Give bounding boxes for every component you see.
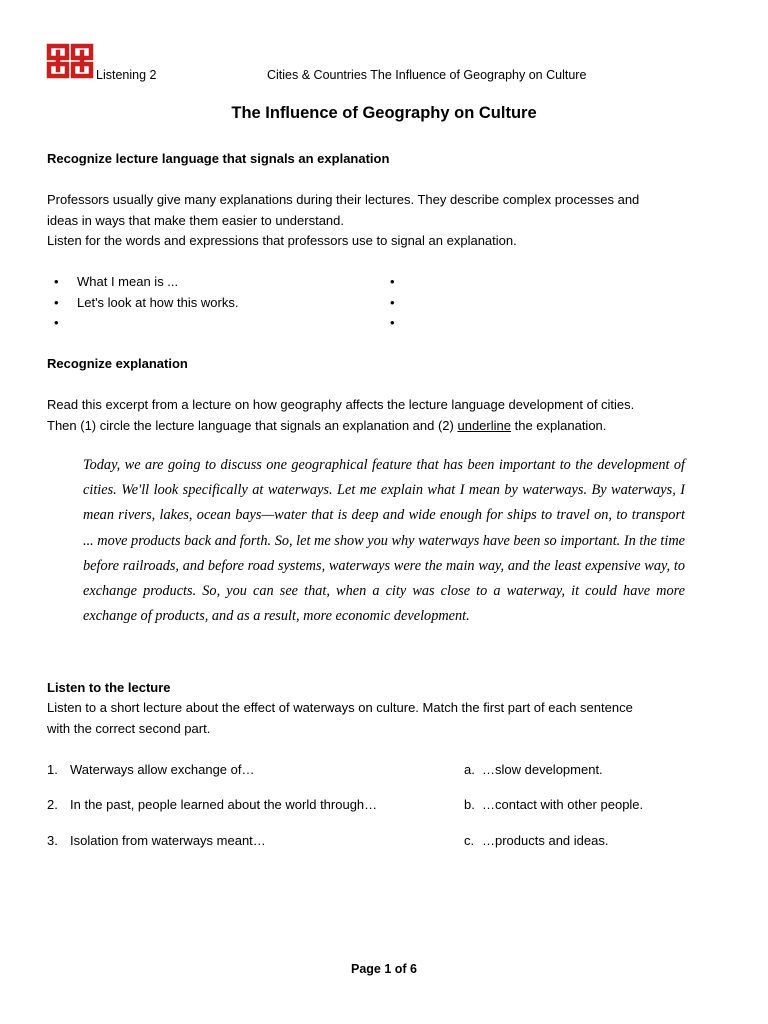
list-item-text: Let's look at how this works. <box>77 294 239 310</box>
option-letter: b. <box>464 797 475 812</box>
sentence-start: In the past, people learned about the world through… <box>70 797 378 812</box>
bullet-icon: • <box>390 274 395 289</box>
bullet-icon: • <box>54 274 59 289</box>
item-number: 2. <box>47 797 58 812</box>
bullet-icon: • <box>390 315 395 330</box>
sentence-ending: …slow development. <box>482 762 603 777</box>
sentence-start: Waterways allow exchange of… <box>70 762 255 777</box>
underline-word: underline <box>457 417 511 433</box>
matching-instructions <box>47 698 727 739</box>
item-number: 3. <box>47 833 58 848</box>
bullet-icon: • <box>54 315 59 330</box>
item-number: 1. <box>47 762 58 777</box>
sentence-start: Isolation from waterways meant… <box>70 833 266 848</box>
list-item <box>54 295 734 316</box>
list-item <box>54 315 734 336</box>
page-title: The Influence of Geography on Culture <box>231 104 537 122</box>
excerpt-instructions <box>47 395 727 436</box>
instruction-text: the explanation. <box>510 417 607 433</box>
instruction-line-1: Read this excerpt from a lecture on how geography affects the lecture language development of cities. <box>47 397 635 412</box>
signal-phrase-list <box>54 274 734 336</box>
sentence-ending: …contact with other people. <box>482 797 644 812</box>
section-heading-recognize-explanation: Recognize explanation <box>47 356 188 371</box>
sentence-ending: …products and ideas. <box>482 833 609 848</box>
intro-line-3: Listen for the words and expressions that professors use to signal an explanation. <box>47 233 517 248</box>
bullet-icon: • <box>54 294 59 310</box>
matching-line-1: Listen to a short lecture about the effect of waterways on culture. Match the first part of each sentence <box>47 700 633 715</box>
intro-paragraph <box>47 190 727 252</box>
list-item <box>54 274 734 295</box>
option-letter: c. <box>464 833 475 848</box>
matching-line-2: with the correct second part. <box>47 720 211 736</box>
instruction-text: Then (1) circle the lecture language that signals an explanation and (2) <box>47 417 458 433</box>
instruction-line-2 <box>47 416 727 437</box>
page-number: Page 1 of 6 <box>351 962 417 976</box>
unit-label: Cities & Countries The Influence of Geography on Culture <box>267 68 587 82</box>
lecture-excerpt: Today, we are going to discuss one geographical feature that has been important to the development of cities. We'll look specifically at waterways. Let me explain what I mean by waterways. By waterways, I mean rivers, lakes, ocean bays—water that is deep and wide enough for ships to travel on, to transport ... move products back and forth. So, let me show you why waterways have been so important. In the time before railroads, and before road systems, waterways were the main way, and the least expensive way, to exchange products. So, you can see that, when a city was close to a waterway, it could have more exchange of products, and as a result, more economic development. <box>83 457 685 625</box>
course-label: Listening 2 <box>96 68 157 82</box>
section-heading-listen-lecture: Listen to the lecture <box>47 680 171 695</box>
section-heading-lecture-language: Recognize lecture language that signals an explanation <box>47 151 390 166</box>
bullet-icon: • <box>390 294 395 310</box>
intro-line-1: Professors usually give many explanations during their lectures. They describe complex processes and <box>47 192 640 207</box>
intro-line-2: ideas in ways that make them easier to understand. <box>47 212 344 228</box>
list-item-text: What I mean is ... <box>77 274 179 289</box>
red-knot-logo-icon <box>46 43 94 79</box>
option-letter: a. <box>464 762 475 777</box>
